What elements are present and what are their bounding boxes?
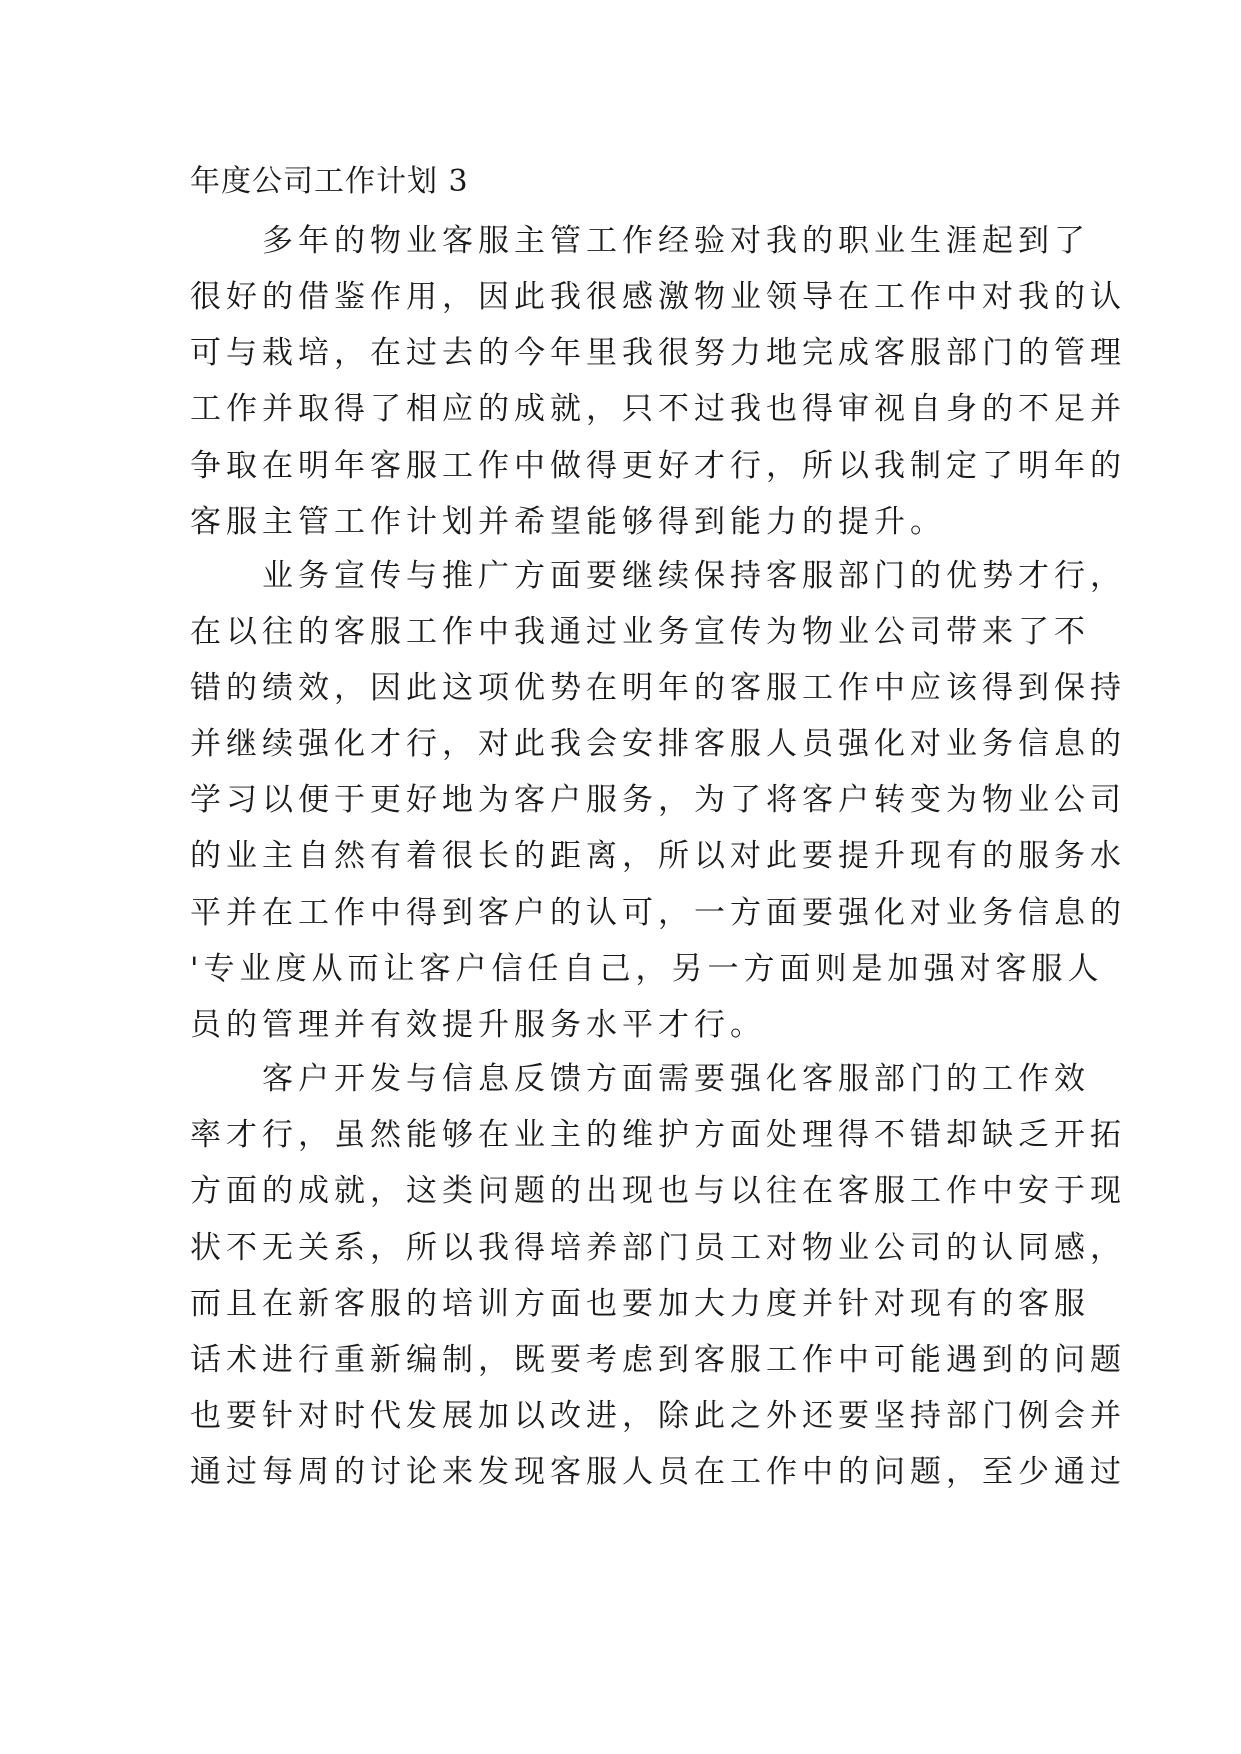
body-line: 学习以便于更好地为客户服务，为了将客户转变为物业公司 (190, 782, 1126, 818)
body-line: 在以往的客服工作中我通过业务宣传为物业公司带来了不 (190, 614, 1090, 650)
document-title: 年度公司工作计划 3 (190, 164, 469, 199)
body-line: 方面的成就，这类问题的出现也与以往在客服工作中安于现 (190, 1173, 1126, 1209)
body-line: 并继续强化才行，对此我会安排客服人员强化对业务信息的 (190, 726, 1126, 762)
body-line: 率才行，虽然能够在业主的维护方面处理得不错却缺乏开拓 (190, 1117, 1126, 1153)
body-line: 多年的物业客服主管工作经验对我的职业生涯起到了 (190, 223, 1090, 259)
body-line: 话术进行重新编制，既要考虑到客服工作中可能遇到的问题 (190, 1342, 1126, 1378)
body-line: 平并在工作中得到客户的认可，一方面要强化对业务信息的 (190, 895, 1126, 931)
body-line: 通过每周的讨论来发现客服人员在工作中的问题，至少通过 (190, 1454, 1126, 1490)
body-line: '专业度从而让客户信任自己，另一方面则是加强对客服人 (190, 951, 1104, 987)
body-line: 客户开发与信息反馈方面需要强化客服部门的工作效 (190, 1061, 1090, 1097)
body-line: 错的绩效，因此这项优势在明年的客服工作中应该得到保持 (190, 670, 1126, 706)
body-line: 业务宣传与推广方面要继续保持客服部门的优势才行， (190, 558, 1126, 594)
body-line: 很好的借鉴作用，因此我很感激物业领导在工作中对我的认 (190, 279, 1126, 315)
body-line: 而且在新客服的培训方面也要加大力度并针对现有的客服 (190, 1286, 1090, 1322)
body-line: 客服主管工作计划并希望能够得到能力的提升。 (190, 504, 946, 540)
body-line: 争取在明年客服工作中做得更好才行，所以我制定了明年的 (190, 448, 1126, 484)
body-line: 的业主自然有着很长的距离，所以对此要提升现有的服务水 (190, 838, 1126, 874)
body-line: 可与栽培，在过去的今年里我很努力地完成客服部门的管理 (190, 335, 1126, 371)
body-line: 员的管理并有效提升服务水平才行。 (190, 1007, 766, 1043)
body-line: 也要针对时代发展加以改进，除此之外还要坚持部门例会并 (190, 1398, 1126, 1434)
body-line: 工作并取得了相应的成就，只不过我也得审视自身的不足并 (190, 391, 1126, 427)
body-line: 状不无关系，所以我得培养部门员工对物业公司的认同感， (190, 1230, 1126, 1266)
